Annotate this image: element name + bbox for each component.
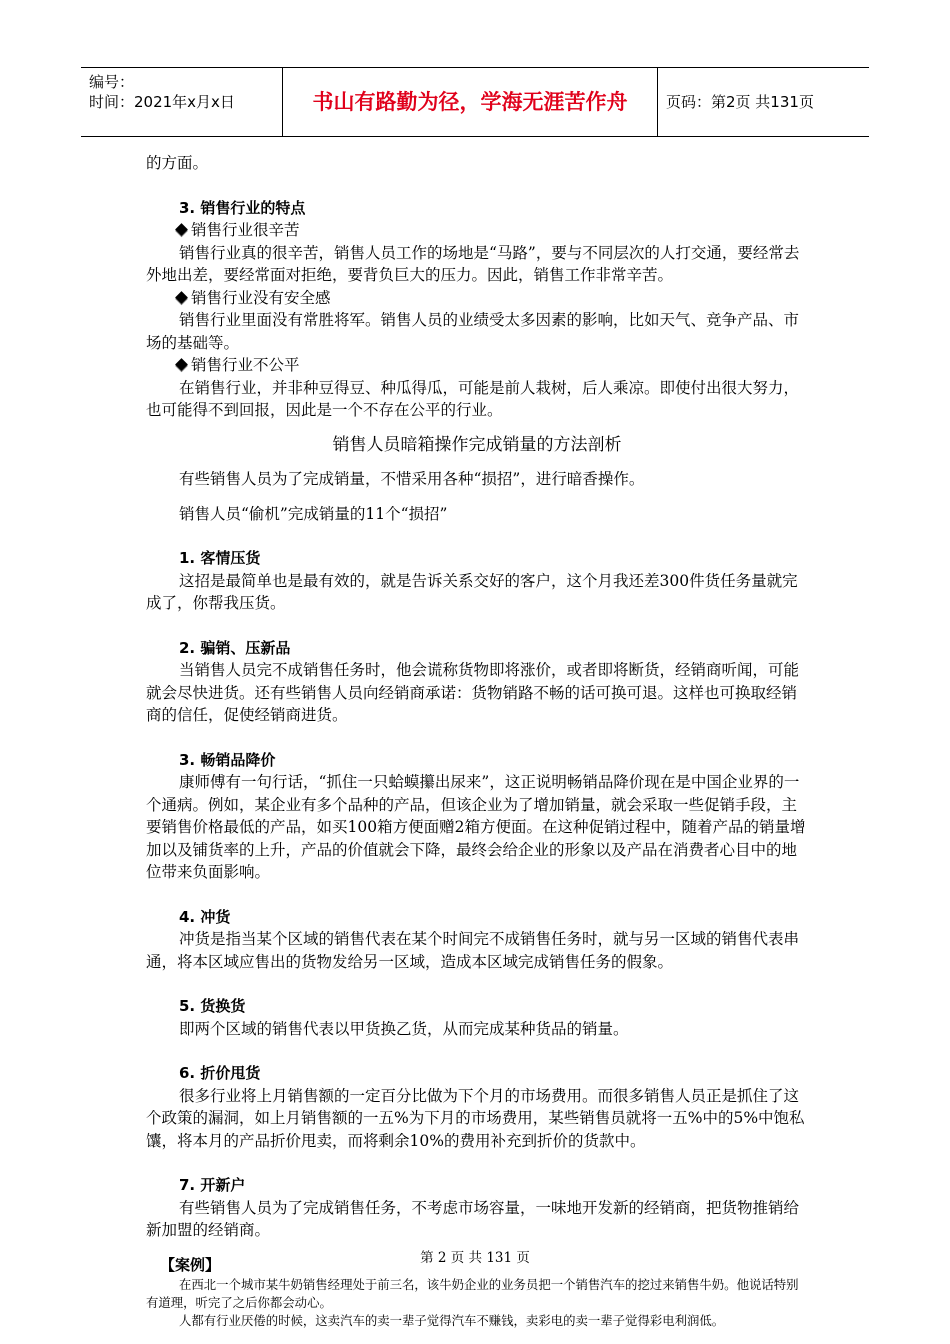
bullet-item xyxy=(146,219,808,242)
case-label: 【案例】 xyxy=(160,1255,221,1274)
article-title: 销售人员暗箱操作完成销量的方法剖析 xyxy=(332,434,622,455)
paragraph: 有些销售人员为了完成销售任务，不考虑市场容量，一味地开发新的经销商，把货物推销给新加盟的经销商。 xyxy=(146,1198,800,1239)
intro-paragraph: 有些销售人员为了完成销量，不惜采用各种“损招”，进行暗香操作。 xyxy=(179,470,645,488)
paragraph: 当销售人员完不成销售任务时，他会谎称货物即将涨价，或者即将断货，经销商听闻，可能就会尽快进货。还有些销售人员向经销商承诺：货物销路不畅的话可换可退。这样也可换取经销商的信任，促使经销商进货。 xyxy=(146,661,800,724)
page-header xyxy=(81,67,869,137)
item-heading: 5. 货换货 xyxy=(179,997,246,1015)
case-paragraph: 在西北一个城市某牛奶销售经理处于前三名，该牛奶企业的业务员把一个销售汽车的挖过来销售牛奶。他说话特别有道理，听完了之后你都会动心。 xyxy=(146,1277,799,1310)
item-heading: 3. 畅销品降价 xyxy=(179,750,276,769)
header-meta-cell xyxy=(81,68,283,136)
item-heading: 6. 折价甩货 xyxy=(179,1064,261,1082)
paragraph: 冲货是指当某个区域的销售代表在某个时间完不成销售任务时，就与另一区域的销售代表串通，将本区域应售出的货物发给另一区域，造成本区域完成销售任务的假象。 xyxy=(146,930,800,971)
bullet-label: 销售行业没有安全感 xyxy=(191,288,331,307)
item-heading: 2. 骗销、压新品 xyxy=(179,638,291,657)
time-label: 时间：2021年x月x日 xyxy=(89,93,235,111)
diamond-bullet-icon xyxy=(175,223,188,236)
header-motto: 书山有路勤为径，学海无涯苦作舟 xyxy=(283,68,658,136)
header-page-info: 页码：第2页 共131页 xyxy=(666,93,814,111)
item-heading: 1. 客情压货 xyxy=(179,549,261,567)
continuation-text: 的方面。 xyxy=(146,154,209,172)
page-footer: 第 2 页 共 131 页 xyxy=(420,1250,530,1266)
diamond-bullet-icon xyxy=(175,291,188,304)
item-heading: 4. 冲货 xyxy=(179,907,231,926)
serial-label: 编号： xyxy=(89,73,135,91)
intro-paragraph: 销售人员“偷机”完成销量的11个“损招” xyxy=(179,504,448,523)
paragraph: 很多行业将上月销售额的一定百分比做为下个月的市场费用。而很多销售人员正是抓住了这个政策的漏洞，如上月销售额的一五%为下月的市场费用，某些销售员就将一五%中的5%中饱私馕，将本月的产品折价甩卖，而将剩余10%的费用补充到折价的货款中。 xyxy=(146,1086,805,1150)
bullet-item xyxy=(146,354,808,377)
paragraph: 在销售行业，并非种豆得豆、种瓜得瓜，可能是前人栽树，后人乘凉。即使付出很大努力，也可能得不到回报，因此是一个不存在公平的行业。 xyxy=(146,378,800,419)
bullet-label: 销售行业不公平 xyxy=(191,356,300,374)
item-heading: 7. 开新户 xyxy=(179,1176,246,1194)
case-paragraph: 人都有行业厌倦的时候，这卖汽车的卖一辈子觉得汽车不赚钱，卖彩电的卖一辈子觉得彩电利润低。 xyxy=(179,1313,725,1328)
diamond-bullet-icon xyxy=(175,358,188,371)
paragraph: 康师傅有一句行话，“抓住一只蛤蟆攥出尿来”，这正说明畅销品降价现在是中国企业界的一个通病。例如，某企业有多个品种的产品，但该企业为了增加销量，就会采取一些促销手段，主要销售价格最低的产品，如买100箱方便面赠2箱方便面。在这种促销过程中，随着产品的销量增加以及铺货率的上升，产品的价值就会下降，最终会给企业的形象以及产品在消费者心目中的地位带来负面影响。 xyxy=(146,773,806,881)
paragraph: 销售行业真的很辛苦，销售人员工作的场地是“马路”，要与不同层次的人打交通，要经常去外地出差，要经常面对拒绝，要背负巨大的压力。因此，销售工作非常辛苦。 xyxy=(146,243,800,284)
bullet-item xyxy=(146,287,808,310)
paragraph: 销售行业里面没有常胜将军。销售人员的业绩受太多因素的影响，比如天气、竞争产品、市场的基础等。 xyxy=(146,311,800,352)
section-heading: 3. 销售行业的特点 xyxy=(179,198,306,217)
bullet-label: 销售行业很辛苦 xyxy=(191,221,300,239)
paragraph: 即两个区域的销售代表以甲货换乙货，从而完成某种货品的销量。 xyxy=(179,1019,629,1038)
document-body xyxy=(146,152,808,1330)
paragraph: 这招是最简单也是最有效的，就是告诉关系交好的客户，这个月我还差300件货任务量就完成了，你帮我压货。 xyxy=(146,571,798,612)
